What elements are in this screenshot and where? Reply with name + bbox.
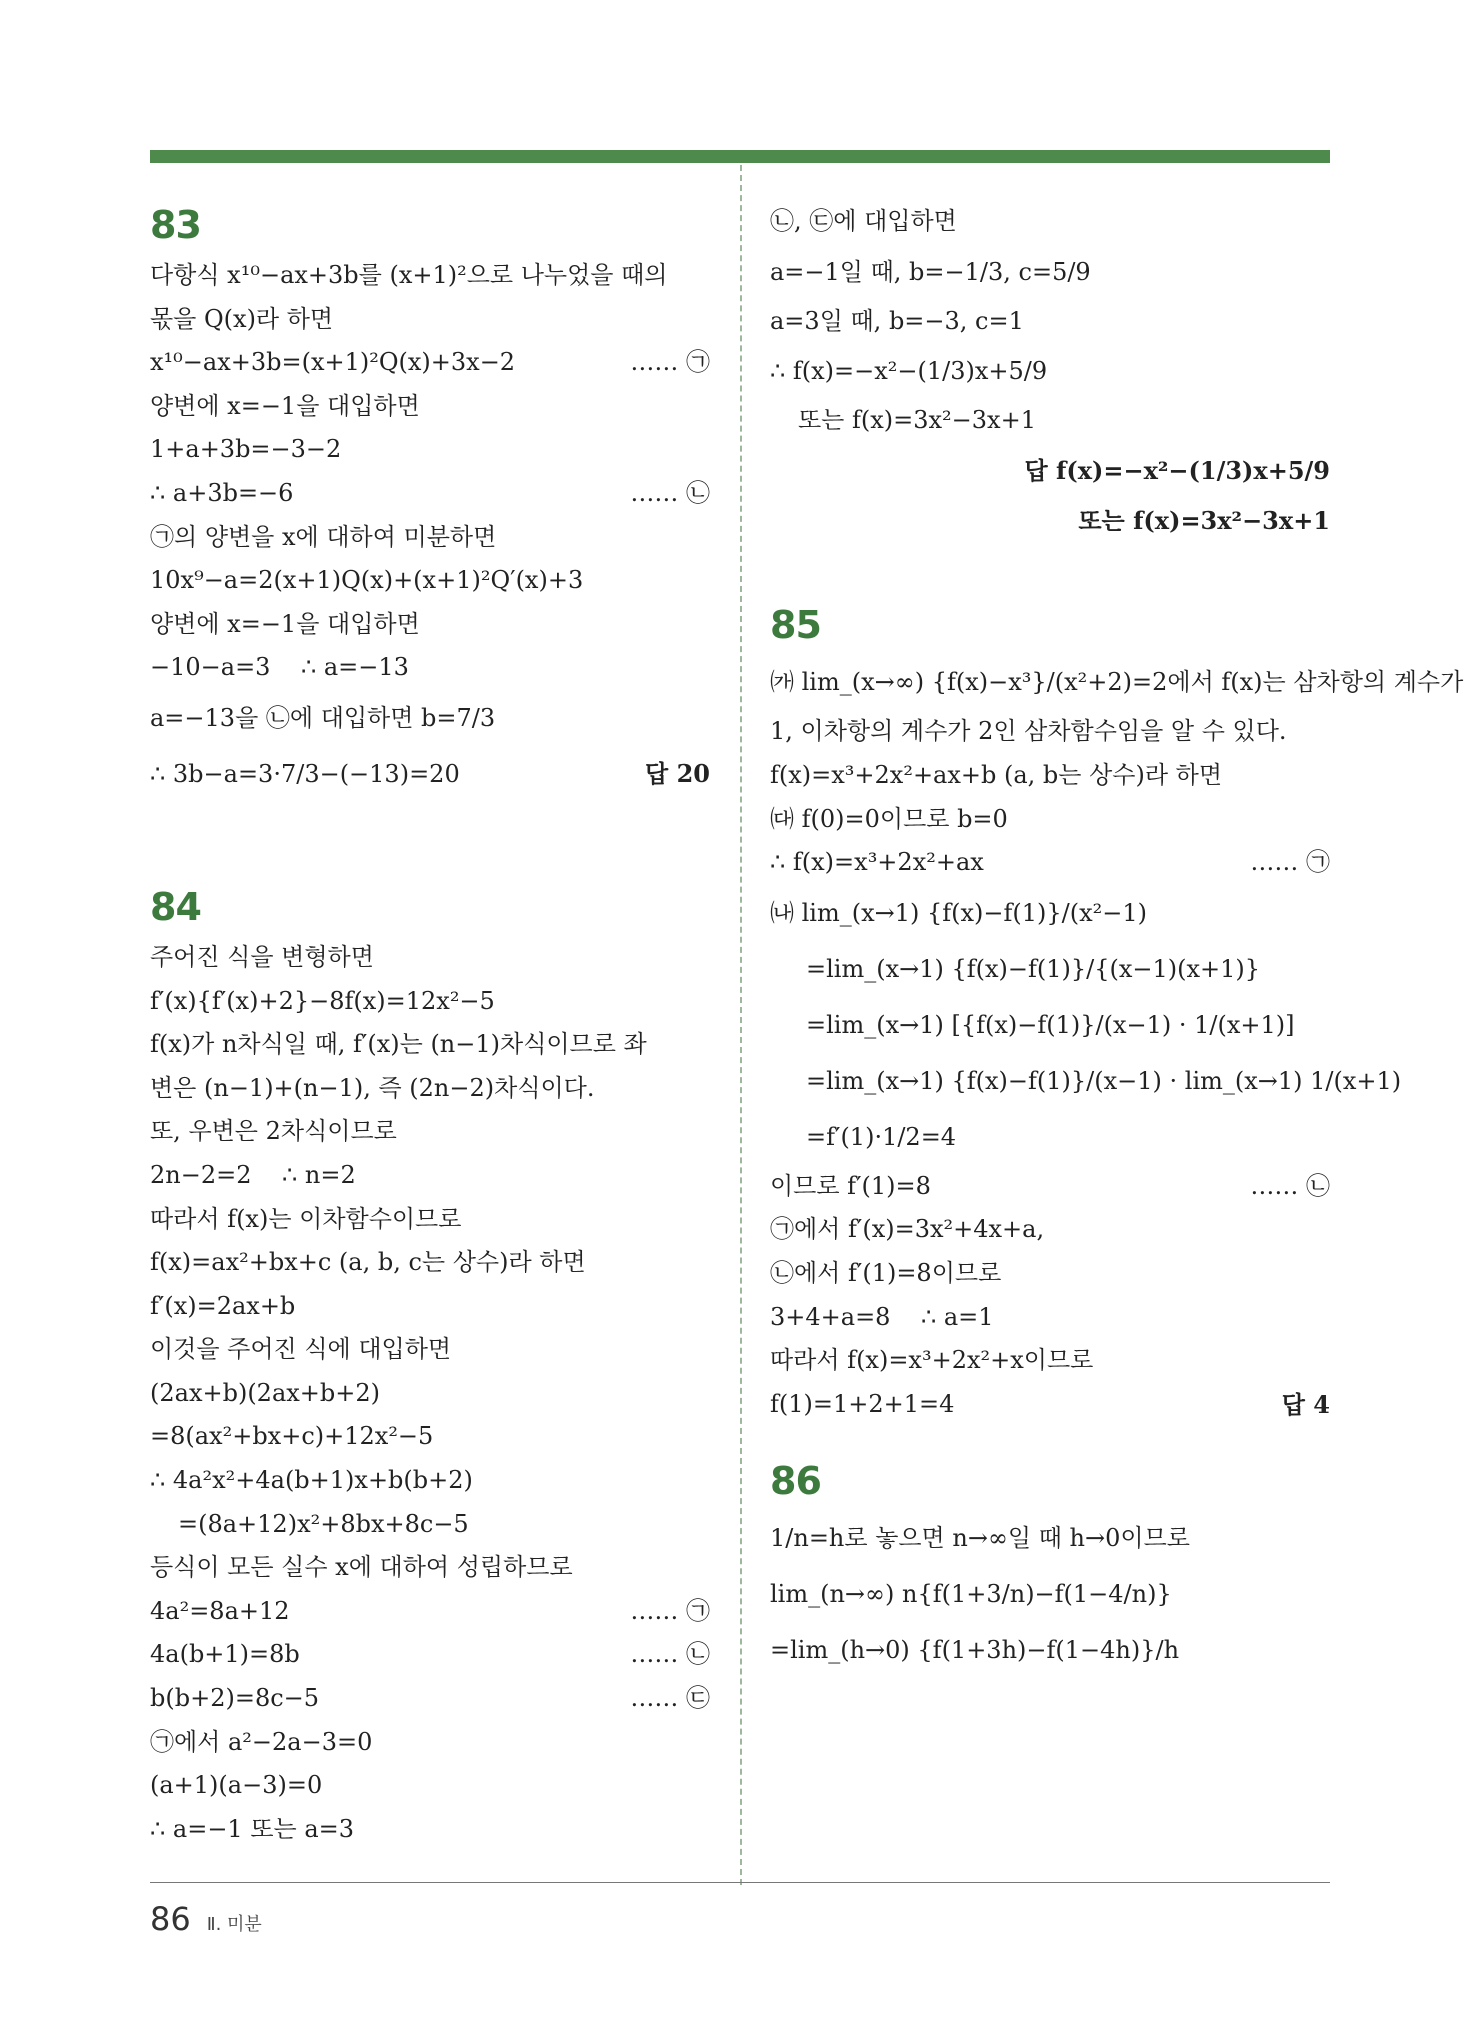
equation-tag: …… ㉡ <box>630 478 710 507</box>
solution-line: =8(ax²+bx+c)+12x²−5 <box>150 1422 434 1451</box>
equation-tag: …… ㉡ <box>1250 1171 1330 1200</box>
solution-line: f(x)=x³+2x²+ax+b (a, b는 상수)라 하면 <box>770 760 1223 789</box>
answer-label: 답 f(x)=−x²−(1/3)x+5/9 <box>1024 455 1330 485</box>
solution-line: ㉠에서 f′(x)=3x²+4x+a, <box>770 1215 1045 1244</box>
solution-line: =(8a+12)x²+8bx+8c−5 <box>178 1509 469 1538</box>
equation-tag: …… ㉠ <box>630 1596 710 1625</box>
equation-tag: …… ㉠ <box>630 348 710 377</box>
solution-line: =lim_(x→1) [{f(x)−f(1)}/(x−1) · 1/(x+1)] <box>806 1010 1295 1039</box>
solution-line: f(x)가 n차식일 때, f′(x)는 (n−1)차식이므로 좌 <box>150 1030 647 1059</box>
solution-line: ㈐ f(0)=0이므로 b=0 <box>770 804 1008 833</box>
solution-line: f(x)=ax²+bx+c (a, b, c는 상수)라 하면 <box>150 1248 586 1277</box>
solution-line: ㉠의 양변을 x에 대하여 미분하면 <box>150 522 497 551</box>
solution-line: 따라서 f(x)는 이차함수이므로 <box>150 1204 462 1233</box>
answer-label: 답 4 <box>1281 1389 1330 1419</box>
problem-number-86: 86 <box>770 1459 821 1504</box>
solution-line: ∴ 3b−a=3·7/3−(−13)=20 답 20 <box>150 746 710 802</box>
solution-line: 3+4+a=8 ∴ a=1 <box>770 1302 994 1331</box>
solution-line: ㉡에서 f′(1)=8이므로 <box>770 1258 1002 1287</box>
footer-rule <box>150 1882 1330 1883</box>
solution-line: 주어진 식을 변형하면 <box>150 942 374 971</box>
right-column <box>770 200 1464 1678</box>
solution-85 <box>770 654 1464 1426</box>
solution-line: x¹⁰−ax+3b=(x+1)²Q(x)+3x−2 …… ㉠ <box>150 341 710 385</box>
solution-line: ∴ a+3b=−6 …… ㉡ <box>150 472 710 516</box>
solution-line: =lim_(x→1) {f(x)−f(1)}/(x−1) · lim_(x→1) 1/(x+1) <box>806 1066 1402 1095</box>
solution-line: 다항식 x¹⁰−ax+3b를 (x+1)²으로 나누었을 때의 <box>150 261 668 289</box>
solution-line: 등식이 모든 실수 x에 대하여 성립하므로 <box>150 1553 573 1582</box>
solution-line: 또, 우변은 2차식이므로 <box>150 1117 397 1146</box>
solution-line: 1, 이차항의 계수가 2인 삼차함수임을 알 수 있다. <box>770 717 1287 746</box>
solution-line: ∴ a=−1 또는 a=3 <box>150 1814 355 1843</box>
solution-line: a=−1일 때, b=−1/3, c=5/9 <box>770 257 1091 286</box>
solution-line: 몫을 Q(x)라 하면 <box>150 304 334 333</box>
solution-line: 양변에 x=−1을 대입하면 <box>150 609 420 638</box>
solution-line: b(b+2)=8c−5 …… ㉢ <box>150 1677 710 1721</box>
solution-84 <box>150 936 710 1851</box>
solution-line: 이므로 f′(1)=8 …… ㉡ <box>770 1165 1330 1209</box>
answer-label: 또는 f(x)=3x²−3x+1 <box>1078 505 1330 535</box>
solution-line: f′(x)=2ax+b <box>150 1291 296 1320</box>
problem-number-84: 84 <box>150 884 201 929</box>
solution-line: 10x⁹−a=2(x+1)Q(x)+(x+1)²Q′(x)+3 <box>150 566 584 595</box>
solution-line: 양변에 x=−1을 대입하면 <box>150 391 420 420</box>
solution-line: 4a²=8a+12 …… ㉠ <box>150 1590 710 1634</box>
solution-line: ㉠에서 a²−2a−3=0 <box>150 1727 373 1756</box>
solution-line: 2n−2=2 ∴ n=2 <box>150 1160 356 1189</box>
solution-line: =f′(1)·1/2=4 <box>806 1122 957 1151</box>
column-divider <box>740 165 742 1885</box>
answer-label: 답 20 <box>645 758 710 788</box>
solution-line: 1/n=h로 놓으면 n→∞일 때 h→0이므로 <box>770 1524 1190 1553</box>
solution-line: (2ax+b)(2ax+b+2) <box>150 1378 381 1407</box>
equation-tag: …… ㉢ <box>630 1684 710 1713</box>
section-label: Ⅱ. 미분 <box>206 1914 262 1935</box>
header-bar <box>150 150 1330 163</box>
solution-86 <box>770 1510 1330 1678</box>
solution-line: =lim_(x→1) {f(x)−f(1)}/{(x−1)(x+1)} <box>806 954 1261 983</box>
solution-line: ∴ 4a²x²+4a(b+1)x+b(b+2) <box>150 1466 473 1495</box>
solution-line: f′(x){f′(x)+2}−8f(x)=12x²−5 <box>150 986 495 1015</box>
left-column <box>150 200 710 1851</box>
solution-line: 따라서 f(x)=x³+2x²+x이므로 <box>770 1346 1094 1375</box>
solution-line: a=−13을 ㉡에 대입하면 b=7/3 <box>150 703 496 732</box>
problem-number-83: 83 <box>150 203 201 247</box>
page-number: 86 <box>150 1900 191 1938</box>
solution-line: ㈏ lim_(x→1) {f(x)−f(1)}/(x²−1) <box>770 898 1148 927</box>
solution-line: 4a(b+1)=8b …… ㉡ <box>150 1633 710 1677</box>
solution-line: a=3일 때, b=−3, c=1 <box>770 306 1024 335</box>
solution-line: ∴ f(x)=x³+2x²+ax …… ㉠ <box>770 841 1330 885</box>
solution-line: −10−a=3 ∴ a=−13 <box>150 653 409 682</box>
solution-line: ㉡, ㉢에 대입하면 <box>770 207 957 235</box>
solution-83 <box>150 254 710 802</box>
solution-line: 변은 (n−1)+(n−1), 즉 (2n−2)차식이다. <box>150 1073 595 1102</box>
equation-tag: …… ㉡ <box>630 1640 710 1669</box>
solution-line: ∴ f(x)=−x²−(1/3)x+5/9 <box>770 357 1048 386</box>
equation-tag: …… ㉠ <box>1250 848 1330 877</box>
page-footer <box>150 1900 262 1938</box>
solution-line: f(1)=1+2+1=4 답 4 <box>770 1383 1330 1427</box>
solution-line: (a+1)(a−3)=0 <box>150 1771 323 1800</box>
solution-line: =lim_(h→0) {f(1+3h)−f(1−4h)}/h <box>770 1636 1180 1665</box>
solution-line: 또는 f(x)=3x²−3x+1 <box>798 406 1036 435</box>
solution-line: lim_(n→∞) n{f(1+3/n)−f(1−4/n)} <box>770 1580 1172 1609</box>
solution-84-continued <box>770 200 1330 542</box>
solution-line: 1+a+3b=−3−2 <box>150 435 342 464</box>
solution-line: 이것을 주어진 식에 대입하면 <box>150 1335 452 1364</box>
problem-number-85: 85 <box>770 603 821 648</box>
solution-line: ㈎ lim_(x→∞) {f(x)−x³}/(x²+2)=2에서 f(x)는 삼차항의 계수가 <box>770 668 1464 697</box>
